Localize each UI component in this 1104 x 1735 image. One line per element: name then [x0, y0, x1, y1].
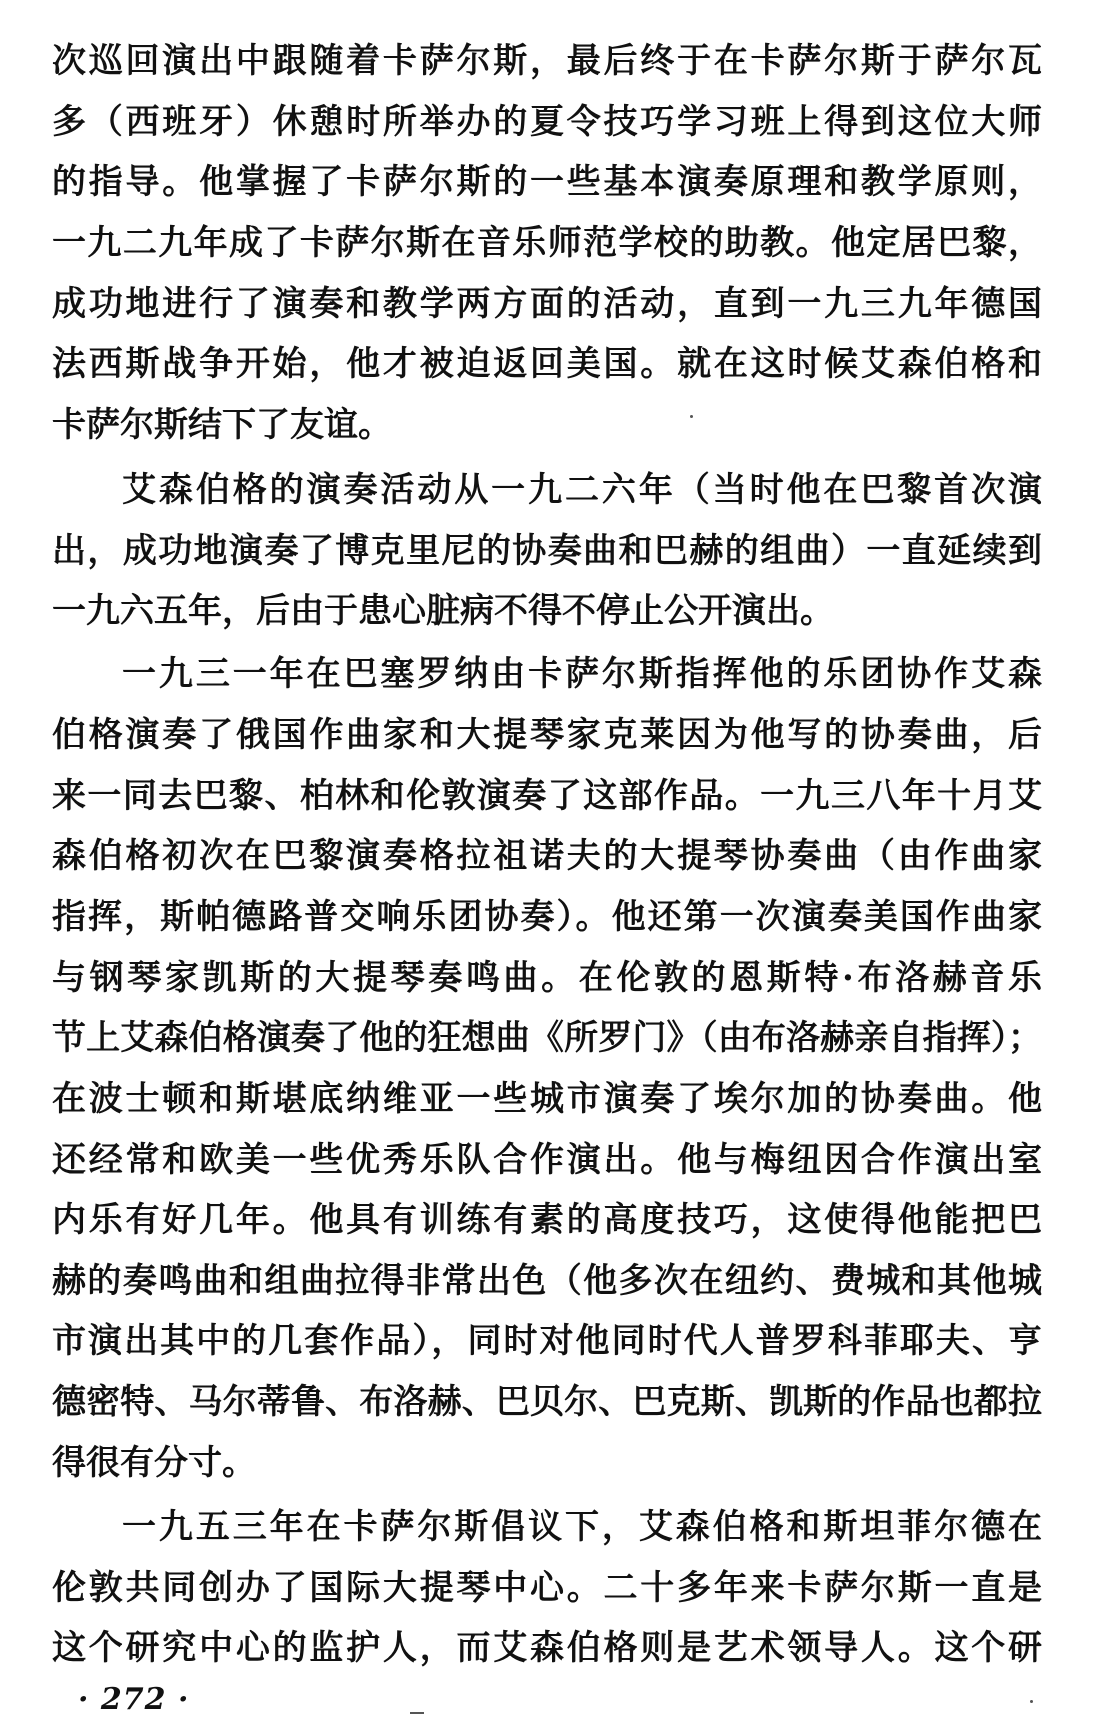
text-line: 成功地进行了演奏和教学两方面的活动，直到一九三九年德国 [52, 284, 1042, 324]
text-line: 在波士顿和斯堪底纳维亚一些城市演奏了埃尔加的协奏曲。他 [52, 1079, 1042, 1119]
text-line: 这个研究中心的监护人，而艾森伯格则是艺术领导人。这个研 [52, 1628, 1042, 1668]
text-line: 法西斯战争开始，他才被迫返回美国。就在这时候艾森伯格和 [52, 344, 1042, 384]
text-line: 内乐有好几年。他具有训练有素的高度技巧，这使得他能把巴 [52, 1200, 1042, 1240]
text-line: 的指导。他掌握了卡萨尔斯的一些基本演奏原理和教学原则， [52, 162, 1042, 202]
text-line: 卡萨尔斯结下了友谊。 [52, 405, 392, 445]
text-line: 赫的奏鸣曲和组曲拉得非常出色（他多次在纽约、费城和其他城 [52, 1261, 1042, 1301]
text-line: 多（西班牙）休憩时所举办的夏令技巧学习班上得到这位大师 [52, 102, 1042, 142]
paragraph-first-line: 一九三一年在巴塞罗纳由卡萨尔斯指挥他的乐团协作艾森 [122, 654, 1042, 694]
text-line: 伦敦共同创办了国际大提琴中心。二十多年来卡萨尔斯一直是 [52, 1568, 1042, 1608]
text-line: 指挥，斯帕德路普交响乐团协奏）。他还第一次演奏美国作曲家 [52, 897, 1042, 937]
scan-speck [1030, 1700, 1033, 1703]
text-line: 伯格演奏了俄国作曲家和大提琴家克莱因为他写的协奏曲，后 [52, 715, 1042, 755]
text-line: 来一同去巴黎、柏林和伦敦演奏了这部作品。一九三八年十月艾 [52, 776, 1042, 816]
text-line: 与钢琴家凯斯的大提琴奏鸣曲。在伦敦的恩斯特·布洛赫音乐 [52, 958, 1042, 998]
text-line: 一九二九年成了卡萨尔斯在音乐师范学校的助教。他定居巴黎， [52, 223, 1042, 263]
text-line: 还经常和欧美一些优秀乐队合作演出。他与梅纽因合作演出室 [52, 1140, 1042, 1180]
text-line: 一九六五年，后由于患心脏病不得不停止公开演出。 [52, 591, 834, 631]
text-line: 出，成功地演奏了博克里尼的协奏曲和巴赫的组曲）一直延续到 [52, 531, 1042, 571]
text-line: 节上艾森伯格演奏了他的狂想曲《所罗门》（由布洛赫亲自指挥）； [52, 1018, 1042, 1058]
page-number: · 272 · [78, 1682, 190, 1717]
scan-speck [410, 1712, 424, 1714]
text-line: 得很有分寸。 [52, 1443, 256, 1483]
text-line: 德密特、马尔蒂鲁、布洛赫、巴贝尔、巴克斯、凯斯的作品也都拉 [52, 1382, 1042, 1422]
text-line: 次巡回演出中跟随着卡萨尔斯，最后终于在卡萨尔斯于萨尔瓦 [52, 41, 1042, 81]
text-line: 森伯格初次在巴黎演奏格拉祖诺夫的大提琴协奏曲（由作曲家 [52, 836, 1042, 876]
text-line: 市演出其中的几套作品），同时对他同时代人普罗科菲耶夫、亨 [52, 1321, 1042, 1361]
paragraph-first-line: 艾森伯格的演奏活动从一九二六年（当时他在巴黎首次演 [122, 470, 1042, 510]
paragraph-first-line: 一九五三年在卡萨尔斯倡议下，艾森伯格和斯坦菲尔德在 [122, 1507, 1042, 1547]
scan-speck [690, 415, 693, 418]
